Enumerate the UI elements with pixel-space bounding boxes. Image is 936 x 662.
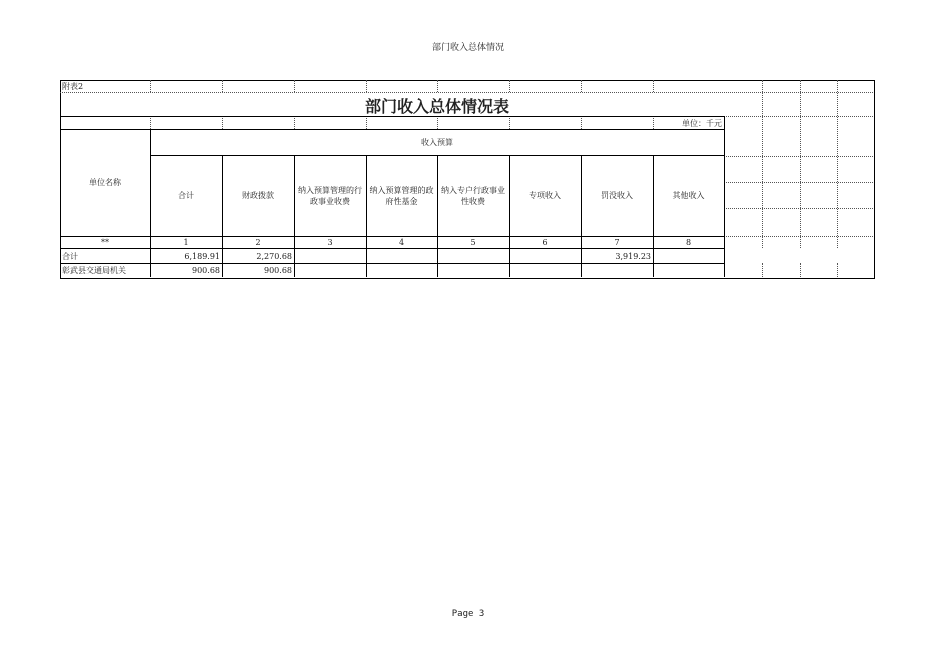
page-header: 部门收入总体情况 [431, 43, 504, 53]
column-header: 其他收入 [672, 191, 705, 200]
column-number: 2 [255, 237, 261, 247]
column-number: 4 [398, 237, 405, 247]
row-name: 合计 [62, 251, 78, 261]
table-cell: 900.68 [192, 266, 220, 275]
table-cell: 6,189.91 [184, 251, 220, 261]
column-number: 3 [327, 237, 333, 247]
table-title: 部门收入总体情况表 [364, 96, 509, 116]
column-header: 纳入预算管理的行政事业收费 [298, 185, 362, 206]
page-number: Page 3 [451, 609, 485, 619]
unit-name-header: 单位名称 [89, 178, 121, 187]
column-header: 专项收入 [529, 191, 561, 200]
table-cell [653, 264, 724, 277]
column-header: 纳入专户行政事业性收费 [441, 185, 505, 206]
unit-label: 单位：千元 [682, 118, 722, 128]
table-cell [581, 264, 653, 277]
table-cell [294, 249, 366, 263]
table-cell: 3,919.23 [615, 251, 651, 261]
table-cell [366, 249, 437, 263]
table-cell [437, 264, 509, 277]
column-header: 罚没收入 [601, 191, 633, 200]
column-number: 1 [183, 237, 189, 247]
column-number: 5 [470, 237, 476, 247]
row-name: 彰武县交通局机关 [62, 266, 126, 275]
revenue-table [60, 80, 875, 279]
column-number: 7 [614, 237, 620, 247]
column-number: 8 [685, 237, 692, 247]
column-header: 合计 [178, 191, 194, 200]
table-cell [653, 249, 724, 263]
table-cell: 2,270.68 [256, 251, 292, 261]
table-cell [294, 264, 366, 277]
table-cell [366, 264, 437, 277]
table-cell: 900.68 [264, 266, 292, 275]
revenue-budget-header: 收入预算 [421, 137, 453, 147]
column-header: 纳入预算管理的政府性基金 [369, 185, 434, 206]
table-cell [509, 249, 581, 263]
index-row-label: ** [101, 237, 109, 247]
table-cell [509, 264, 581, 277]
table-cell [437, 249, 509, 263]
column-number: 6 [542, 237, 548, 247]
attachment-label: 附表2 [62, 82, 84, 91]
column-header: 财政拨款 [242, 191, 274, 200]
